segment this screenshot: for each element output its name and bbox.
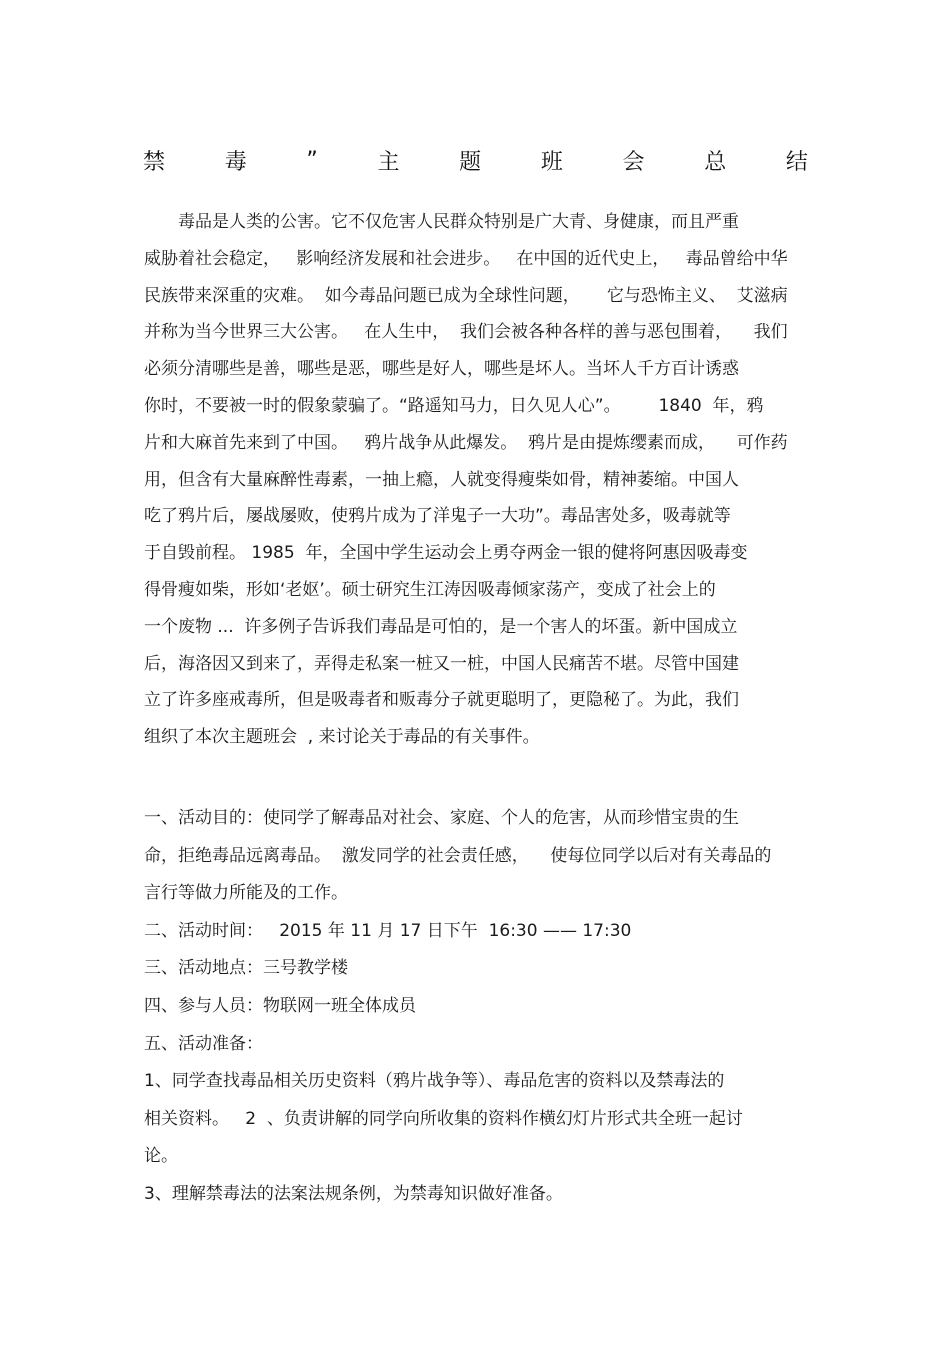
paragraph-line: 一个废物 ... 许多例子告诉我们毒品是可怕的，是一个害人的坏蛋。新中国成立 [144, 616, 738, 637]
title-char: 题 [459, 149, 482, 175]
title-char: 毒 [224, 149, 247, 175]
title-char: 会 [622, 149, 645, 175]
activity-purpose-line: 言行等做力所能及的工作。 [144, 883, 348, 904]
paragraph-line: 于自毁前程。 1985 年，全国中学生运动会上勇夺两金一银的健将阿惠因吸毒变 [144, 543, 748, 564]
activity-participants-line: 四、参与人员：物联网一班全体成员 [144, 995, 416, 1016]
paragraph-line: 立了许多座戒毒所，但是吸毒者和贩毒分子就更聪明了，更隐秘了。为此，我们 [144, 690, 739, 711]
activity-details [144, 800, 814, 1214]
paragraph-line: 必须分清哪些是善，哪些是恶，哪些是好人，哪些是坏人。当坏人千方百计诱惑 [144, 359, 739, 380]
title-char: ” [306, 147, 318, 173]
paragraph-line: 片和大麻首先来到了中国。 鸦片战争从此爆发。 鸦片是由提炼缨素而成， 可作药 [144, 432, 788, 453]
title-char: 结 [785, 149, 808, 175]
page-title [143, 140, 808, 180]
intro-paragraph [144, 204, 814, 756]
activity-time-line: 二、活动时间： 2015 年 11 月 17 日下午 16:30 —— 17:30 [144, 920, 632, 941]
paragraph-line: 并称为当今世界三大公害。 在人生中， 我们会被各种各样的善与恶包围着， 我们 [144, 322, 788, 343]
title-char: 班 [540, 149, 563, 175]
paragraph-line: 你时，不要被一时的假象蒙骗了。“路遥知马力，日久见人心”。 1840 年，鸦 [144, 395, 764, 416]
activity-purpose-line: 命，拒绝毒品远离毒品。 激发同学的社会责任感， 使每位同学以后对有关毒品的 [144, 845, 772, 866]
paragraph-line: 民族带来深重的灾难。 如今毒品问题已成为全球性问题， 它与恐怖主义、 艾滋病 [144, 285, 788, 306]
activity-location-line: 三、活动地点：三号教学楼 [144, 958, 348, 979]
preparation-item-line: 1、同学查找毒品相关历史资料（鸦片战争等）、毒品危害的资料以及禁毒法的 [144, 1071, 725, 1092]
paragraph-line: 得骨瘦如柴，形如‘老妪’。硕士研究生江涛因吸毒倾家荡产，变成了社会上的 [144, 579, 716, 600]
paragraph-line: 威胁着社会稳定， 影响经济发展和社会进步。 在中国的近代史上， 毒品曾给中华 [144, 248, 788, 269]
preparation-item-line: 相关资料。 2 、负责讲解的同学向所收集的资料作横幻灯片形式共全班一起讨 [144, 1108, 743, 1129]
title-char: 禁 [143, 149, 166, 175]
paragraph-line: 组织了本次主题班会 , 来讨论关于毒品的有关事件。 [144, 727, 540, 748]
activity-purpose-line: 一、活动目的：使同学了解毒品对社会、家庭、个人的危害，从而珍惜宝贵的生 [144, 808, 739, 828]
paragraph-line: 吃了鸦片后，屡战屡败，使鸦片成为了洋鬼子一大功”。毒品害处多，吸毒就等 [144, 506, 731, 527]
activity-preparation-heading: 五、活动准备： [144, 1033, 263, 1054]
title-char: 总 [704, 149, 727, 175]
paragraph-line: 毒品是人类的公害。它不仅危害人民群众特别是广大青、身健康，而且严重 [178, 212, 739, 232]
preparation-item-line: 3、理解禁毒法的法案法规条例，为禁毒知识做好准备。 [144, 1183, 563, 1204]
title-char: 主 [377, 149, 400, 175]
paragraph-line: 用，但含有大量麻醉性毒素，一抽上瘾，人就变得瘦柴如骨，精神萎缩。中国人 [144, 469, 739, 490]
preparation-item-line: 论。 [144, 1146, 178, 1167]
paragraph-line: 后，海洛因又到来了，弄得走私案一桩又一桩，中国人民痛苦不堪。尽管中国建 [144, 653, 739, 674]
